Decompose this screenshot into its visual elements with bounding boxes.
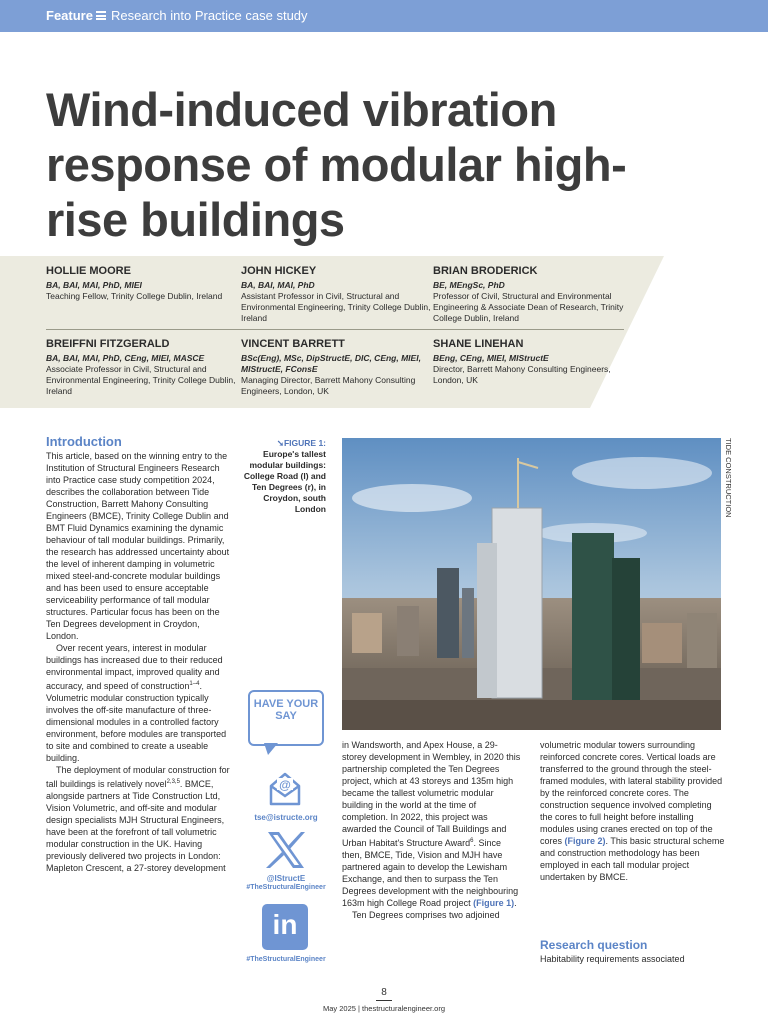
page-number: 8 <box>381 987 387 998</box>
author-affiliation: Director, Barrett Mahony Consulting Engineers, London, UK <box>433 364 611 385</box>
author-shane-linehan <box>433 338 623 386</box>
linkedin-glyph: in <box>272 909 298 940</box>
author-name: BREIFFNI FITZGERALD <box>46 338 170 350</box>
col3-paragraph-2: Ten Degrees comprises two adjoined <box>352 910 500 920</box>
author-vincent-barrett <box>241 338 431 397</box>
article-title: Wind-induced vibration response of modular high-rise buildings <box>46 83 627 246</box>
footer-text: May 2025 | thestructuralengineer.org <box>322 1004 446 1013</box>
body-column-3 <box>342 739 522 921</box>
menu-lines-icon <box>96 11 106 20</box>
author-affiliation: Assistant Professor in Civil, Structural and Environmental Engineering, Trinity College Dublin, Ireland <box>241 291 431 323</box>
email-address[interactable]: tse@istructe.org <box>254 813 318 822</box>
author-john-hickey <box>241 265 431 324</box>
x-logo-icon[interactable] <box>265 830 307 870</box>
col3-paragraph-1: in Wandsworth, and Apex House, a 29-storey development in Wembley, in 2020 this partnership completed the Ten Degrees project, which at 43 storeys and 135m high became the tallest volumetric modular building in the world at the time of completion. In 2022, this project was awarded the Council of Tall Buildings and Urban Habitat's Structure Award$^6$. Since then, BMCE, Tide, Vision and MJH have partnered again to develop the Lewisham Exchange, and then to surpass the Ten Degrees development with the neighbouring 163m high College Road project (Figure 1). <box>342 740 521 908</box>
figure-2-ref[interactable]: (Figure 2) <box>564 836 606 846</box>
x-hashtag[interactable]: #TheStructuralEngineer <box>246 884 326 891</box>
figure-caption-text: Europe's tallest modular buildings: College Road (l) and Ten Degrees (r), in Croydon, south London <box>243 449 326 514</box>
body-column-4 <box>540 739 726 883</box>
author-affiliation: Teaching Fellow, Trinity College Dublin, Ireland <box>46 291 223 301</box>
x-handle[interactable]: @IStructE <box>266 874 306 883</box>
figure-1-ref[interactable]: (Figure 1) <box>473 898 515 908</box>
body-column-4-continued <box>540 953 726 965</box>
figure-photo <box>342 438 721 730</box>
svg-text:@: @ <box>279 778 291 792</box>
intro-paragraph-3: The deployment of modular construction for tall buildings is relatively novel$^{2,3,5}$. BMCE, alongside partners at Tide Construction Ltd, Vision Volumetric, and off-site and modular design specialists MJH Structural Engineers, have been at the forefront of tall volumetric modular construction in the UK. Having previously delivered two projects in London: Mapleton Crescent, a 27-storey development <box>46 765 230 873</box>
figure-label: ➘FIGURE 1: <box>276 438 326 448</box>
email-icon[interactable] <box>268 770 302 806</box>
col4-paragraph-1: volumetric modular towers surrounding reinforced concrete cores. Vertical loads are transferred to the ground through the steel-framed modules, with lateral stability provided by the reinforced concrete cores. The construction sequence involved completing the cores to full height before installing modules using cranes erected on top of the cores (Figure 2). This basic structural scheme and construction methodology has been employed in each tall modular project undertaken by BMCE. <box>540 740 725 882</box>
intro-paragraph-1: This article, based on the winning entry to the Institution of Structural Engineers Research into Practice case study competition 2024, describes the collaboration between Tide Construction, Barrett Mahony Consulting Engineers (BMCE), Trinity College Dublin and BMT Fluid Dynamics examining the dynamic behaviour of tall modular buildings. Primarily, the research has addressed uncertainty about the level of inherent damping in volumetric mixed steel-and-concrete modular buildings and has been used to ensure acceptable serviceability performance of tall modular structures. Particular focus has been on the Ten Degrees development in Croydon, London. <box>46 451 230 641</box>
speech-bubble-icon <box>248 690 324 746</box>
research-question-heading: Research question <box>540 938 648 952</box>
figure-caption <box>240 438 326 515</box>
col4-paragraph-2: Habitability requirements associated <box>540 954 685 964</box>
author-name: BRIAN BRODERICK <box>433 265 538 277</box>
author-affiliation: Professor of Civil, Structural and Environmental Engineering & Associate Dean of Research, Trinity College Dublin, Ireland <box>433 291 624 323</box>
author-credentials: BE, MEngSc, PhD <box>433 280 505 290</box>
author-hollie-moore <box>46 265 236 302</box>
author-brian-broderick <box>433 265 628 324</box>
section-subtitle: Research into Practice case study <box>111 8 308 23</box>
linkedin-icon[interactable] <box>262 904 308 950</box>
author-name: HOLLIE MOORE <box>46 265 131 277</box>
author-credentials: BEng, CEng, MIEI, MIStructE <box>433 353 549 363</box>
author-divider <box>46 329 624 330</box>
author-affiliation: Managing Director, Barrett Mahony Consulting Engineers, London, UK <box>241 375 416 396</box>
section-label: Feature <box>46 8 93 23</box>
author-name: SHANE LINEHAN <box>433 338 524 350</box>
author-name: VINCENT BARRETT <box>241 338 345 350</box>
section-header-bar <box>0 0 768 32</box>
intro-paragraph-2: Over recent years, interest in modular buildings has increased due to their reduced environmental impact, improved quality and accuracy, and speed of construction$^{1-4}$. Volumetric modular construction typically involves the off-site manufacture of three-dimensional modules in a controlled factory environment, before modules are transported to site and combined to create a useable building. <box>46 643 227 763</box>
author-affiliation: Associate Professor in Civil, Structural and Environmental Engineering, Trinity College Dublin, Ireland <box>46 364 236 396</box>
linkedin-hashtag[interactable]: #TheStructuralEngineer <box>246 956 326 963</box>
author-credentials: BA, BAI, MAI, PhD, CEng, MIEI, MASCE <box>46 353 205 363</box>
intro-column <box>46 450 230 874</box>
speech-bubble-tail <box>264 743 278 755</box>
have-your-say-label: HAVE YOUR SAY <box>253 698 319 722</box>
photo-credit: TIDE CONSTRUCTION <box>724 438 733 518</box>
intro-heading: Introduction <box>46 434 122 449</box>
author-credentials: BA, BAI, MAI, PhD, MIEI <box>46 280 142 290</box>
author-credentials: BSc(Eng), MSc, DipStructE, DIC, CEng, MIEI, MIStructE, FConsE <box>241 353 421 374</box>
author-credentials: BA, BAI, MAI, PhD <box>241 280 315 290</box>
footer-rule <box>376 1000 392 1001</box>
author-name: JOHN HICKEY <box>241 265 317 277</box>
author-breiffni-fitzgerald <box>46 338 236 397</box>
